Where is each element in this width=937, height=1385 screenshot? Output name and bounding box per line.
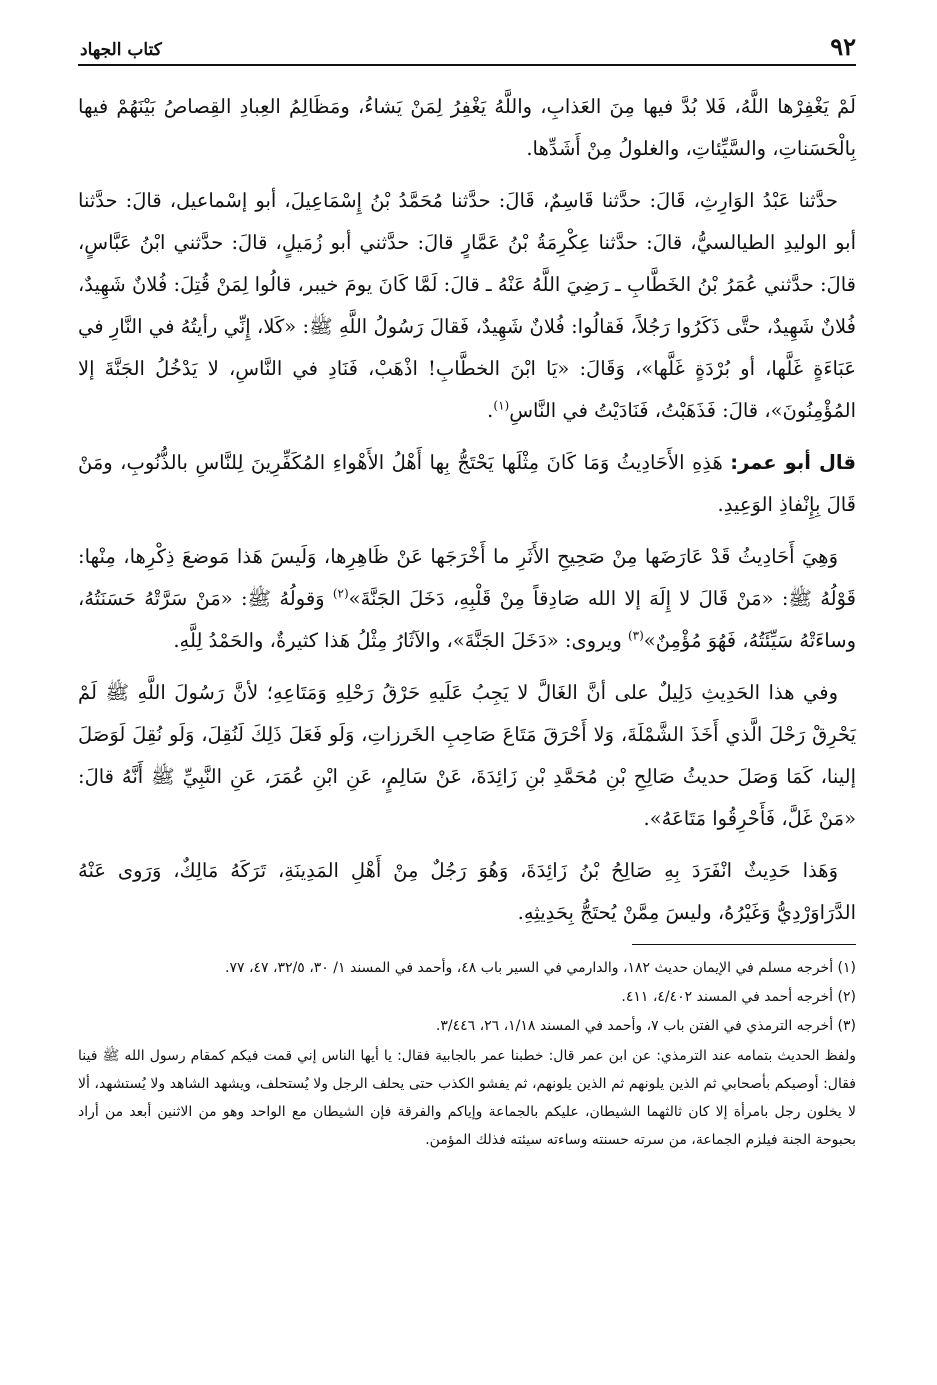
footnote-3-quote: ولفظ الحديث بتمامه عند الترمذي: عن ابن عمر قال: خطبنا عمر بالجابية فقال: يا أيها الناس إني قمت فيكم كمقام رسول الله ﷺ فينا فقال: أوصيكم بأصحابي ثم الذين يلونهم ثم الذين يلونهم، ثم يفشو الكذب حتى يحلف الرجل ولا يُستحلف، ويشهد الشاهد ولا يُستشهد، ألا لا يخلون رجل بامرأة إلا كان ثالثهما الشيطان، عليكم بالجماعة وإياكم والفرقة فإن الشيطان مع الواحد وهو من الاثنين أبعد من أراد بحبوحة الجنة فيلزم الجماعة، من سرته حسنته وساءته سيئته فذلك المؤمن. [78, 1048, 856, 1148]
footnote-2: (٢) أخرجه أحمد في المسند ٤/٤٠٢، ٤١١. [621, 989, 856, 1005]
page-header [78, 28, 856, 66]
paragraph-3 [78, 442, 856, 526]
paragraph-5: وفي هذا الحَدِيثِ دَلِيلٌ على أنَّ الغَالَّ لا يَجِبُ عَلَيهِ حَرْقُ رَحْلِهِ وَمَتَاعِهِ؛ لأنَّ رَسُولَ اللَّهِ ﷺ لَمْ يَحْرِقْ رَحْلَ الَّذي أَخَذَ الشَّمْلَةَ، وَلا أَحْرَقَ مَتَاعَ صَاحِبِ الخَرزاتِ، وَلَو فَعَلَ ذَلِكَ لَنُقِلَ، وَلَو نُقِلَ لَوَصَلَ إلينا، كَمَا وَصَلَ حديثُ صَالِحِ بْنِ مُحَمَّدِ بْنِ زَائِدَةَ، عَنْ سَالِمٍ، عَنِ ابْنِ عُمَرَ، عَنِ النَّبِيِّ ﷺ أَنَّهُ قالَ: «مَنْ غَلَّ، فَأَحْرِقُوا مَتَاعَهُ». [78, 681, 856, 830]
footnote-ref-3: (٣) [627, 628, 644, 643]
paragraph-4-text-b: وَقولُهُ ﷺ: «مَنْ سَرَّتْهُ حَسَنَتُهُ، وساءَتْهُ سَيِّئَتُهُ، فَهُوَ مُؤْمِنٌ» [78, 587, 856, 652]
abu-umar-label: قال أبو عمر: [730, 451, 856, 474]
footnote-ref-2: (٢) [332, 586, 349, 601]
paragraph-1: لَمْ يَغْفِرْها اللَّهُ، فَلا بُدَّ فيها مِنَ العَذابِ، واللَّهُ يَغْفِرُ لِمَنْ يَشاءُ، ومَظَالِمُ العِبادِ القِصاصُ بَيْنَهُمْ فيها بِالْحَسَناتِ، والسَّيِّئاتِ، والغلولُ مِنْ أَشَدِّها. [78, 95, 856, 160]
paragraph-2 [78, 180, 856, 432]
footnote-separator [632, 944, 856, 945]
paragraph-4-text-c: ويروى: «دَخَلَ الجَنَّةَ»، والآثَارُ مِثْلُ هَذا كثيرةٌ، والحَمْدُ لِلَّهِ. [173, 629, 628, 652]
running-title: كتاب الجهاد [80, 40, 162, 60]
footnote-ref-1: (١) [493, 398, 510, 413]
footnote-1: (١) أخرجه مسلم في الإيمان حديث ١٨٢، والدارمي في السير باب ٤٨، وأحمد في المسند ١/ ٣٠، ٣٢/٥، ٤٧، ٧٧. [225, 960, 856, 976]
paragraph-2-text: حدَّثنا عَبْدُ الوَارِثِ، قَالَ: حدَّثنا قَاسِمٌ، قَالَ: حدَّثنا مُحَمَّدُ بْنُ إِسْمَاعِيلَ، أبو إسْماعيل، قالَ: حدَّثنا أبو الوليدِ الطيالسيُّ، قالَ: حدَّثنا عِكْرِمَةُ بْنُ عَمَّارٍ قالَ: حدَّثني أبو زُمَيلٍ، قالَ: حدَّثني ابْنُ عَبَّاسٍ، قالَ: حدَّثني عُمَرُ بْنُ الخَطَّابِ ـ رَضِيَ اللَّهُ عَنْهُ ـ قالَ: لَمَّا كَانَ يومَ خيبر، قالُوا لِمَنْ قُتِلَ: فُلانٌ شَهِيدٌ، فُلانٌ شَهِيدٌ، حتَّى ذَكَرُوا رَجُلاً، فَقالُوا: فُلانٌ شَهِيدٌ، فَقالَ رَسُولُ اللَّهِ ﷺ: «كَلا، إِنِّي رأيتُهُ في النَّارِ في عَبَاءَةٍ غَلَّها، أو بُرْدَةٍ غَلَّها»، وَقَالَ: «يَا ابْنَ الخطَّابِ! اذْهَبْ، فَنَادِ في النَّاسِ، لا يَدْخُلُ الجَنَّةَ إلا المُؤْمِنُونَ»، قالَ: فَذَهَبْتُ، فَنَادَيْتُ في النَّاسِ [78, 189, 856, 422]
paragraph-4 [78, 536, 856, 662]
paragraph-4-text-a: وَهِيَ أَحَادِيثُ قَدْ عَارَضَها مِنْ صَحِيحِ الأَثَرِ ما أَخْرَجَها عَنْ ظَاهِرِها، وَلَيسَ هَذا مَوضعَ ذِكْرِها، مِنْها: قَوْلُهُ ﷺ: «مَنْ قَالَ لا إِلَهَ إلا الله صَادِقاً مِنْ قَلْبِهِ، دَخَلَ الجَنَّةَ» [78, 545, 856, 610]
paragraph-3-text: هَذِهِ الأَحَادِيثُ وَمَا كَانَ مِثْلَها يَحْتَجُّ بِها أَهْلُ الأَهْواءِ المُكَفِّرِينَ لِلنَّاسِ بالذُّنُوبِ، ومَنْ قَالَ بِإِنْفاذِ الوَعِيدِ. [78, 451, 856, 516]
main-text [78, 86, 856, 934]
page-number: ٩٢ [830, 32, 856, 61]
document-page [78, 28, 856, 1358]
footnotes [78, 955, 856, 1154]
paragraph-2-end: . [487, 399, 494, 422]
paragraph-6: وَهَذا حَدِيثٌ انْفَرَدَ بِهِ صَالِحُ بْنُ زَائِدَةَ، وَهُوَ رَجُلٌ مِنْ أَهْلِ المَدِينَةِ، تَرَكَهُ مَالِكٌ، وَرَوى عَنْهُ الدَّرَاوَرْدِيُّ وَغَيْرُهُ، وليسَ مِمَّنْ يُحتَجُّ بِحَدِيثِهِ. [78, 859, 856, 924]
footnote-3: (٣) أخرجه الترمذي في الفتن باب ٧، وأحمد في المسند ١/١٨، ٢٦، ٣/٤٤٦. [435, 1018, 856, 1034]
